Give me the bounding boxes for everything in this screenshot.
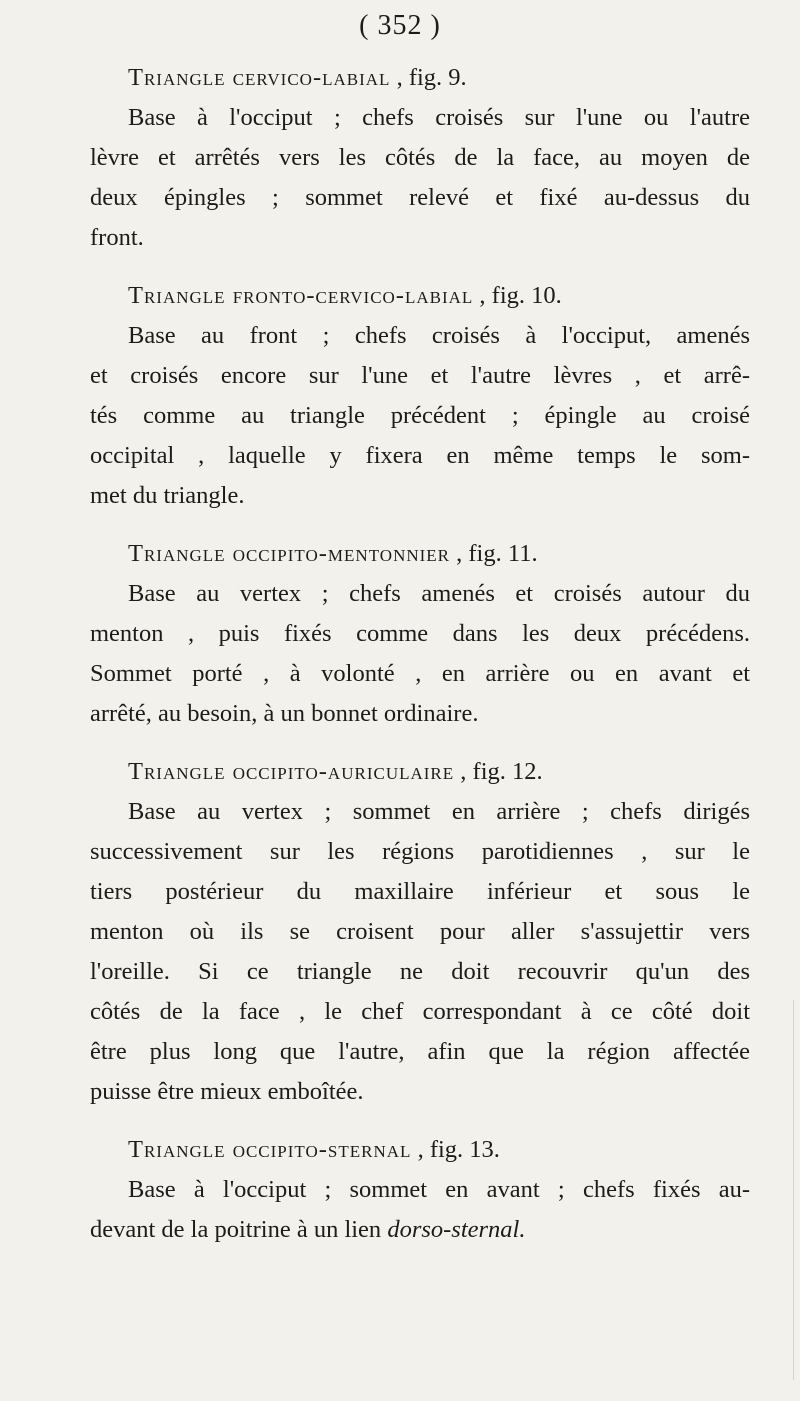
section-heading bbox=[90, 58, 750, 98]
text-line: met du triangle. bbox=[90, 482, 245, 509]
text-line: tés comme au triangle précédent ; épingle au croisé bbox=[90, 402, 750, 429]
text-line: Base au front ; chefs croisés à l'occiput, amenés bbox=[128, 322, 750, 349]
text-line: lèvre et arrêtés vers les côtés de la face, au moyen de bbox=[90, 144, 750, 171]
text-line: Base au vertex ; chefs amenés et croisés autour du bbox=[128, 580, 750, 607]
text-line: Base à l'occiput ; chefs croisés sur l'une ou l'autre bbox=[128, 104, 750, 131]
paragraph bbox=[90, 316, 750, 516]
heading-title: Triangle occipito-auriculaire bbox=[128, 758, 455, 785]
heading-figure-ref: , fig. 10. bbox=[479, 282, 562, 309]
section-heading bbox=[90, 752, 750, 792]
text-line: puisse être mieux emboîtée. bbox=[90, 1078, 364, 1105]
text-line: côtés de la face , le chef correspondant à ce côté doit bbox=[90, 998, 750, 1025]
heading-figure-ref: , fig. 12. bbox=[460, 758, 543, 785]
body-text bbox=[90, 58, 750, 1250]
paragraph bbox=[90, 574, 750, 734]
text-line bbox=[90, 1210, 750, 1250]
heading-figure-ref: , fig. 11. bbox=[456, 540, 538, 567]
heading-title: Triangle fronto-cervico-labial bbox=[128, 282, 474, 309]
section-heading bbox=[90, 1130, 750, 1170]
text-line: Base à l'occiput ; sommet en avant ; chefs fixés au- bbox=[128, 1176, 750, 1203]
heading-title: Triangle occipito-mentonnier bbox=[128, 540, 451, 567]
text-fragment: devant de la poitrine à un lien bbox=[90, 1216, 388, 1243]
section-heading bbox=[90, 534, 750, 574]
page-edge-shadow bbox=[793, 1000, 794, 1380]
text-line: menton , puis fixés comme dans les deux précédens. bbox=[90, 620, 750, 647]
paragraph bbox=[90, 792, 750, 1112]
text-line: Sommet porté , à volonté , en arrière ou en avant et bbox=[90, 660, 750, 687]
text-line: et croisés encore sur l'une et l'autre lèvres , et arrê- bbox=[90, 362, 750, 389]
text-line: front. bbox=[90, 224, 144, 251]
text-line: tiers postérieur du maxillaire inférieur et sous le bbox=[90, 878, 750, 905]
text-line: successivement sur les régions parotidiennes , sur le bbox=[90, 838, 750, 865]
heading-figure-ref: , fig. 13. bbox=[417, 1136, 500, 1163]
italic-term: dorso-sternal. bbox=[387, 1216, 526, 1243]
text-line: deux épingles ; sommet relevé et fixé au-dessus du bbox=[90, 184, 750, 211]
text-line: occipital , laquelle y fixera en même temps le som- bbox=[90, 442, 750, 469]
section-heading bbox=[90, 276, 750, 316]
heading-title: Triangle occipito-sternal bbox=[128, 1136, 412, 1163]
paragraph bbox=[90, 1170, 750, 1250]
text-line: arrêté, au besoin, à un bonnet ordinaire. bbox=[90, 700, 479, 727]
text-line: menton où ils se croisent pour aller s'assujettir vers bbox=[90, 918, 750, 945]
text-line: Base au vertex ; sommet en arrière ; chefs dirigés bbox=[128, 798, 750, 825]
heading-title: Triangle cervico-labial bbox=[128, 64, 391, 91]
paragraph bbox=[90, 98, 750, 258]
page-number: ( 352 ) bbox=[359, 10, 441, 41]
text-line: l'oreille. Si ce triangle ne doit recouvrir qu'un des bbox=[90, 958, 750, 985]
heading-figure-ref: , fig. 9. bbox=[396, 64, 467, 91]
text-line: être plus long que l'autre, afin que la région affectée bbox=[90, 1038, 750, 1065]
